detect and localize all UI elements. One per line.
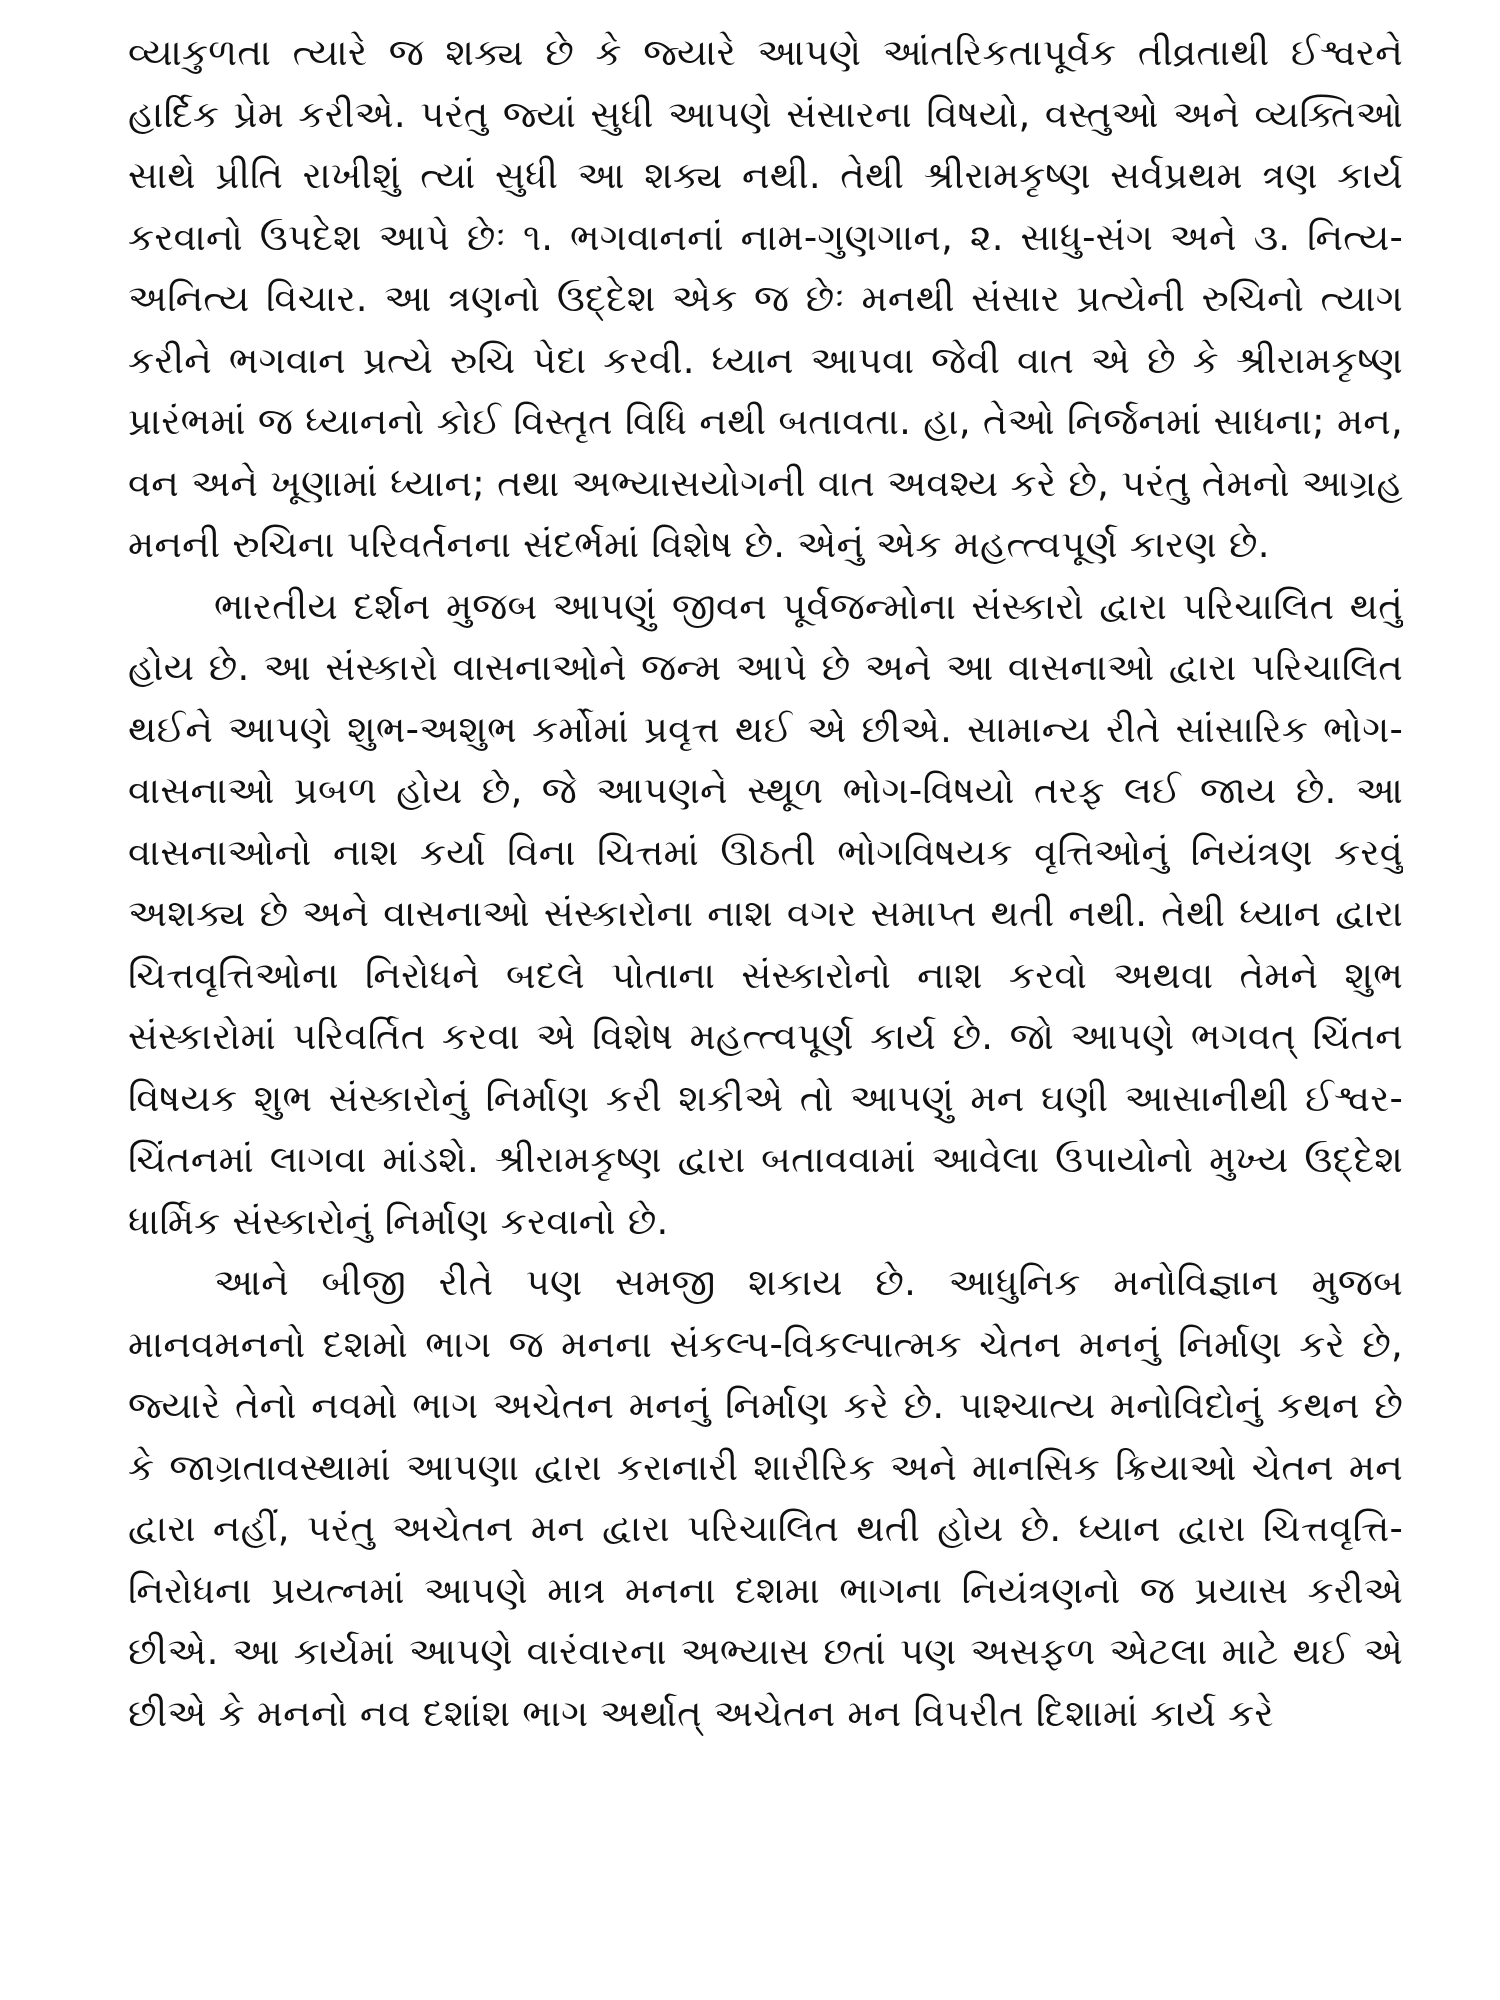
document-page — [128, 22, 1403, 1982]
paragraph-3: આને બીજી રીતે પણ સમજી શકાય છે. આધુનિક મનોવિજ્ઞાન મુજબ માનવમનનો દશમો ભાગ જ મનના સંકલ્પ-વિકલ્પાત્મક ચેતન મનનું નિર્માણ કરે છે, જ્યારે તેનો નવમો ભાગ અચેતન મનનું નિર્માણ કરે છે. પાશ્ચાત્ય મનોવિદોનું કથન છે કે જાગ્રતાવસ્થામાં આપણા દ્વારા કરાનારી શારીરિક અને માનસિક ક્રિયાઓ ચેતન મન દ્વારા નહીં, પરંતુ અચેતન મન દ્વારા પરિચાલિત થતી હોય છે. ધ્યાન દ્વારા ચિત્તવૃત્તિ-નિરોધના પ્રયત્નમાં આપણે માત્ર મનના દશમા ભાગના નિયંત્રણનો જ પ્રયાસ કરીએ છીએ. આ કાર્યમાં આપણે વારંવારના અભ્યાસ છતાં પણ અસફળ એટલા માટે થઈ એ છીએ કે મનનો નવ દશાંશ ભાગ અર્થાત્ અચેતન મન વિપરીત દિશામાં કાર્ય કરે — [128, 1261, 1403, 1735]
paragraph-2: ભારતીય દર્શન મુજબ આપણું જીવન પૂર્વજન્મોના સંસ્કારો દ્વારા પરિચાલિત થતું હોય છે. આ સંસ્કારો વાસનાઓને જન્મ આપે છે અને આ વાસનાઓ દ્વારા પરિચાલિત થઈને આપણે શુભ-અશુભ કર્મોમાં પ્રવૃત્ત થઈ એ છીએ. સામાન્ય રીતે સાંસારિક ભોગ-વાસનાઓ પ્રબળ હોય છે, જે આપણને સ્થૂળ ભોગ-વિષયો તરફ લઈ જાય છે. આ વાસનાઓનો નાશ કર્યા વિના ચિત્તમાં ઊઠતી ભોગવિષયક વૃત્તિઓનું નિયંત્રણ કરવું અશક્ય છે અને વાસનાઓ સંસ્કારોના નાશ વગર સમાપ્ત થતી નથી. તેથી ધ્યાન દ્વારા ચિત્તવૃત્તિઓના નિરોધને બદલે પોતાના સંસ્કારોનો નાશ કરવો અથવા તેમને શુભ સંસ્કારોમાં પરિવર્તિત કરવા એ વિશેષ મહત્ત્વપૂર્ણ કાર્ય છે. જો આપણે ભગવત્ ચિંતન વિષયક શુભ સંસ્કારોનું નિર્માણ કરી શકીએ તો આપણું મન ઘણી આસાનીથી ઈશ્વર-ચિંતનમાં લાગવા માંડશે. શ્રીરામકૃષ્ણ દ્વારા બતાવવામાં આવેલા ઉપાયોનો મુખ્ય ઉદ્દેશ ધાર્મિક સંસ્કારોનું નિર્માણ કરવાનો છે. — [128, 584, 1403, 1243]
paragraph-1: વ્યાકુળતા ત્યારે જ શક્ય છે કે જ્યારે આપણે આંતરિકતાપૂર્વક તીવ્રતાથી ઈશ્વરને હાર્દિક પ્રેમ કરીએ. પરંતુ જ્યાં સુધી આપણે સંસારના વિષયો, વસ્તુઓ અને વ્યક્તિઓ સાથે પ્રીતિ રાખીશું ત્યાં સુધી આ શક્ય નથી. તેથી શ્રીરામકૃષ્ણ સર્વપ્રથમ ત્રણ કાર્ય કરવાનો ઉપદેશ આપે છેઃ ૧. ભગવાનનાં નામ-ગુણગાન, ૨. સાધુ-સંગ અને ૩. નિત્ય-અનિત્ય વિચાર. આ ત્રણનો ઉદ્દેશ એક જ છેઃ મનથી સંસાર પ્રત્યેની રુચિનો ત્યાગ કરીને ભગવાન પ્રત્યે રુચિ પેદા કરવી. ધ્યાન આપવા જેવી વાત એ છે કે શ્રીરામકૃષ્ણ પ્રારંભમાં જ ધ્યાનનો કોઈ વિસ્તૃત વિધિ નથી બતાવતા. હા, તેઓ નિર્જનમાં સાધના; મન, વન અને ખૂણામાં ધ્યાન; તથા અભ્યાસયોગની વાત અવશ્ય કરે છે, પરંતુ તેમનો આગ્રહ મનની રુચિના પરિવર્તનના સંદર્ભમાં વિશેષ છે. એનું એક મહત્ત્વપૂર્ણ કારણ છે. — [128, 31, 1403, 566]
